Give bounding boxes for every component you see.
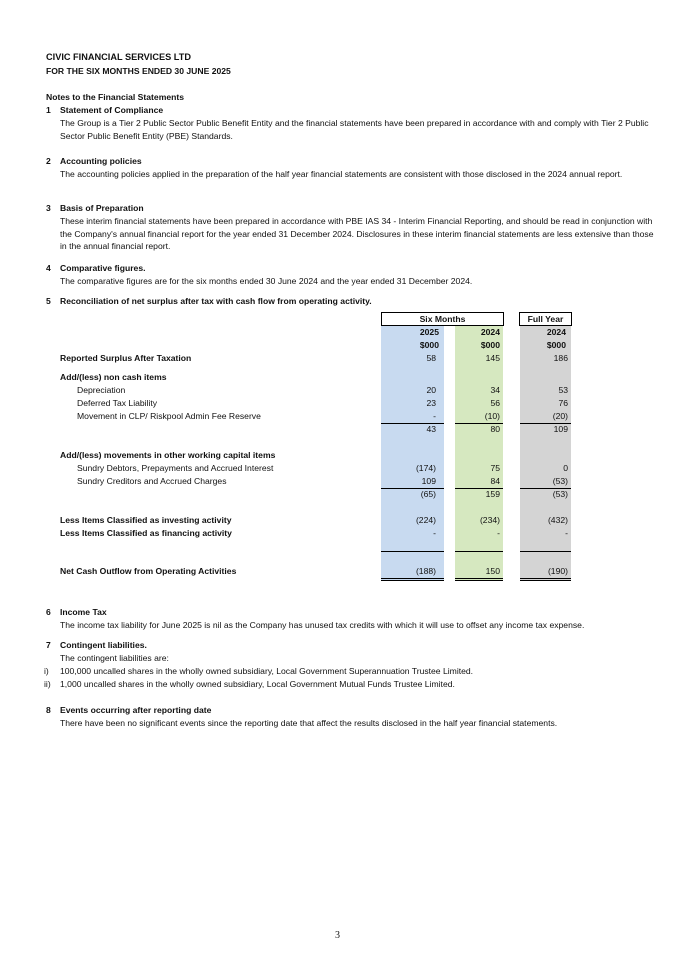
working-capital-total: 159 xyxy=(485,489,500,499)
reported-surplus-value: 58 xyxy=(426,353,436,363)
sundry-creditors-value: 109 xyxy=(421,476,436,486)
reported-surplus-value: 145 xyxy=(485,353,500,363)
working-capital-heading: Add/(less) movements in other working capital items xyxy=(60,450,276,460)
net-cash-value: 150 xyxy=(485,566,500,576)
sundry-debtors-value: 75 xyxy=(490,463,500,473)
sundry-creditors-value: (53) xyxy=(552,476,568,486)
deferred-tax-value: 56 xyxy=(490,398,500,408)
note-8-text: There have been no significant events since the reporting date that affect the results disclosed in the half year financial statements. xyxy=(60,718,558,728)
note-7-number: 7 xyxy=(46,640,51,650)
deferred-tax-value: 76 xyxy=(558,398,568,408)
total-rule xyxy=(381,551,444,552)
clp-reserve-label: Movement in CLP/ Riskpool Admin Fee Reserve xyxy=(77,411,261,421)
sundry-debtors-label: Sundry Debtors, Prepayments and Accrued Interest xyxy=(77,463,274,473)
note-3-title: Basis of Preparation xyxy=(60,203,144,213)
note-2-text: The accounting policies applied in the preparation of the half year financial statements are consistent with those disclosed in the 2024 annual report. xyxy=(60,169,623,179)
note-3-text: These interim financial statements have been prepared in accordance with PBE IAS 34 - Interim Financial Reporting, and should be read in conjunction with the Company's annual financial report for the year ended 31 December 2024. Disclosures in these interim financial statements are less extensive than those in the annual financial report. xyxy=(60,216,654,252)
double-rule xyxy=(455,578,503,579)
reported-surplus-label: Reported Surplus After Taxation xyxy=(60,353,192,363)
col-3-unit: $000 xyxy=(546,340,566,350)
double-rule xyxy=(381,578,444,579)
list-marker: i) xyxy=(44,666,49,676)
contingent-item: 100,000 uncalled shares in the wholly owned subsidiary, Local Government Superannuation Trustee Limited. xyxy=(60,666,474,676)
non-cash-total: 80 xyxy=(490,424,500,434)
note-7-title: Contingent liabilities. xyxy=(60,640,147,650)
net-cash-label: Net Cash Outflow from Operating Activities xyxy=(60,566,237,576)
double-rule xyxy=(455,580,503,581)
financing-value: - xyxy=(433,528,436,538)
net-cash-value: (190) xyxy=(547,566,568,576)
column-2024-six-months-shading xyxy=(455,326,503,580)
sundry-debtors-value: 0 xyxy=(563,463,568,473)
note-1-text: The Group is a Tier 2 Public Sector Public Benefit Entity and the financial statements have been prepared in accordance with and comply with Tier 2 Public Sector Public Benefit Entity (PBE) Standards. xyxy=(60,118,649,141)
clp-reserve-value: - xyxy=(433,411,436,421)
page-number: 3 xyxy=(335,930,340,941)
note-7-text: The contingent liabilities are: xyxy=(60,653,169,663)
note-6-text: The income tax liability for June 2025 is nil as the Company has unused tax credits with which it will use to offset any income tax expense. xyxy=(60,620,585,630)
financing-label: Less Items Classified as financing activity xyxy=(60,528,232,538)
depreciation-value: 20 xyxy=(426,385,436,395)
note-5-number: 5 xyxy=(46,296,51,306)
investing-value: (234) xyxy=(479,515,500,525)
note-6-number: 6 xyxy=(46,607,51,617)
investing-label: Less Items Classified as investing activity xyxy=(60,515,232,525)
clp-reserve-value: (20) xyxy=(552,411,568,421)
note-1-number: 1 xyxy=(46,105,51,115)
depreciation-value: 53 xyxy=(558,385,568,395)
note-2-number: 2 xyxy=(46,156,51,166)
total-rule xyxy=(455,551,503,552)
six-months-header: Six Months xyxy=(381,312,504,326)
note-8-number: 8 xyxy=(46,705,51,715)
financing-value: - xyxy=(565,528,568,538)
note-1-title: Statement of Compliance xyxy=(60,105,164,115)
column-2024-full-year-shading xyxy=(520,326,571,580)
note-4-number: 4 xyxy=(46,263,51,273)
sundry-creditors-value: 84 xyxy=(490,476,500,486)
column-2025-shading xyxy=(381,326,444,580)
total-rule xyxy=(520,551,571,552)
depreciation-value: 34 xyxy=(490,385,500,395)
non-cash-total: 43 xyxy=(426,424,436,434)
report-period: FOR THE SIX MONTHS ENDED 30 JUNE 2025 xyxy=(46,66,231,76)
non-cash-total: 109 xyxy=(553,424,568,434)
deferred-tax-label: Deferred Tax Liability xyxy=(77,398,158,408)
non-cash-heading: Add/(less) non cash items xyxy=(60,372,167,382)
note-3-number: 3 xyxy=(46,203,51,213)
note-4-text: The comparative figures are for the six months ended 30 June 2024 and the year ended 31 December 2024. xyxy=(60,276,473,286)
double-rule xyxy=(381,580,444,581)
note-4-title: Comparative figures. xyxy=(60,263,146,273)
depreciation-label: Depreciation xyxy=(77,385,126,395)
financing-value: - xyxy=(497,528,500,538)
sundry-debtors-value: (174) xyxy=(415,463,436,473)
notes-title: Notes to the Financial Statements xyxy=(46,92,185,102)
working-capital-total: (65) xyxy=(420,489,436,499)
col-2-unit: $000 xyxy=(480,340,500,350)
note-6-title: Income Tax xyxy=(60,607,107,617)
net-cash-value: (188) xyxy=(415,566,436,576)
full-year-header: Full Year xyxy=(519,312,572,326)
working-capital-total: (53) xyxy=(552,489,568,499)
clp-reserve-value: (10) xyxy=(484,411,500,421)
contingent-item: 1,000 uncalled shares in the wholly owned subsidiary, Local Government Mutual Funds Trustee Limited. xyxy=(60,679,455,689)
sundry-creditors-label: Sundry Creditors and Accrued Charges xyxy=(77,476,227,486)
double-rule xyxy=(520,578,571,579)
note-8-title: Events occurring after reporting date xyxy=(60,705,212,715)
note-2-title: Accounting policies xyxy=(60,156,142,166)
col-3-year: 2024 xyxy=(546,327,566,337)
reported-surplus-value: 186 xyxy=(553,353,568,363)
investing-value: (224) xyxy=(415,515,436,525)
list-marker: ii) xyxy=(44,679,51,689)
investing-value: (432) xyxy=(547,515,568,525)
deferred-tax-value: 23 xyxy=(426,398,436,408)
company-name: CIVIC FINANCIAL SERVICES LTD xyxy=(46,52,191,62)
col-2-year: 2024 xyxy=(480,327,500,337)
col-1-unit: $000 xyxy=(419,340,439,350)
double-rule xyxy=(520,580,571,581)
note-5-title: Reconciliation of net surplus after tax with cash flow from operating activity. xyxy=(60,296,372,306)
col-1-year: 2025 xyxy=(419,327,439,337)
